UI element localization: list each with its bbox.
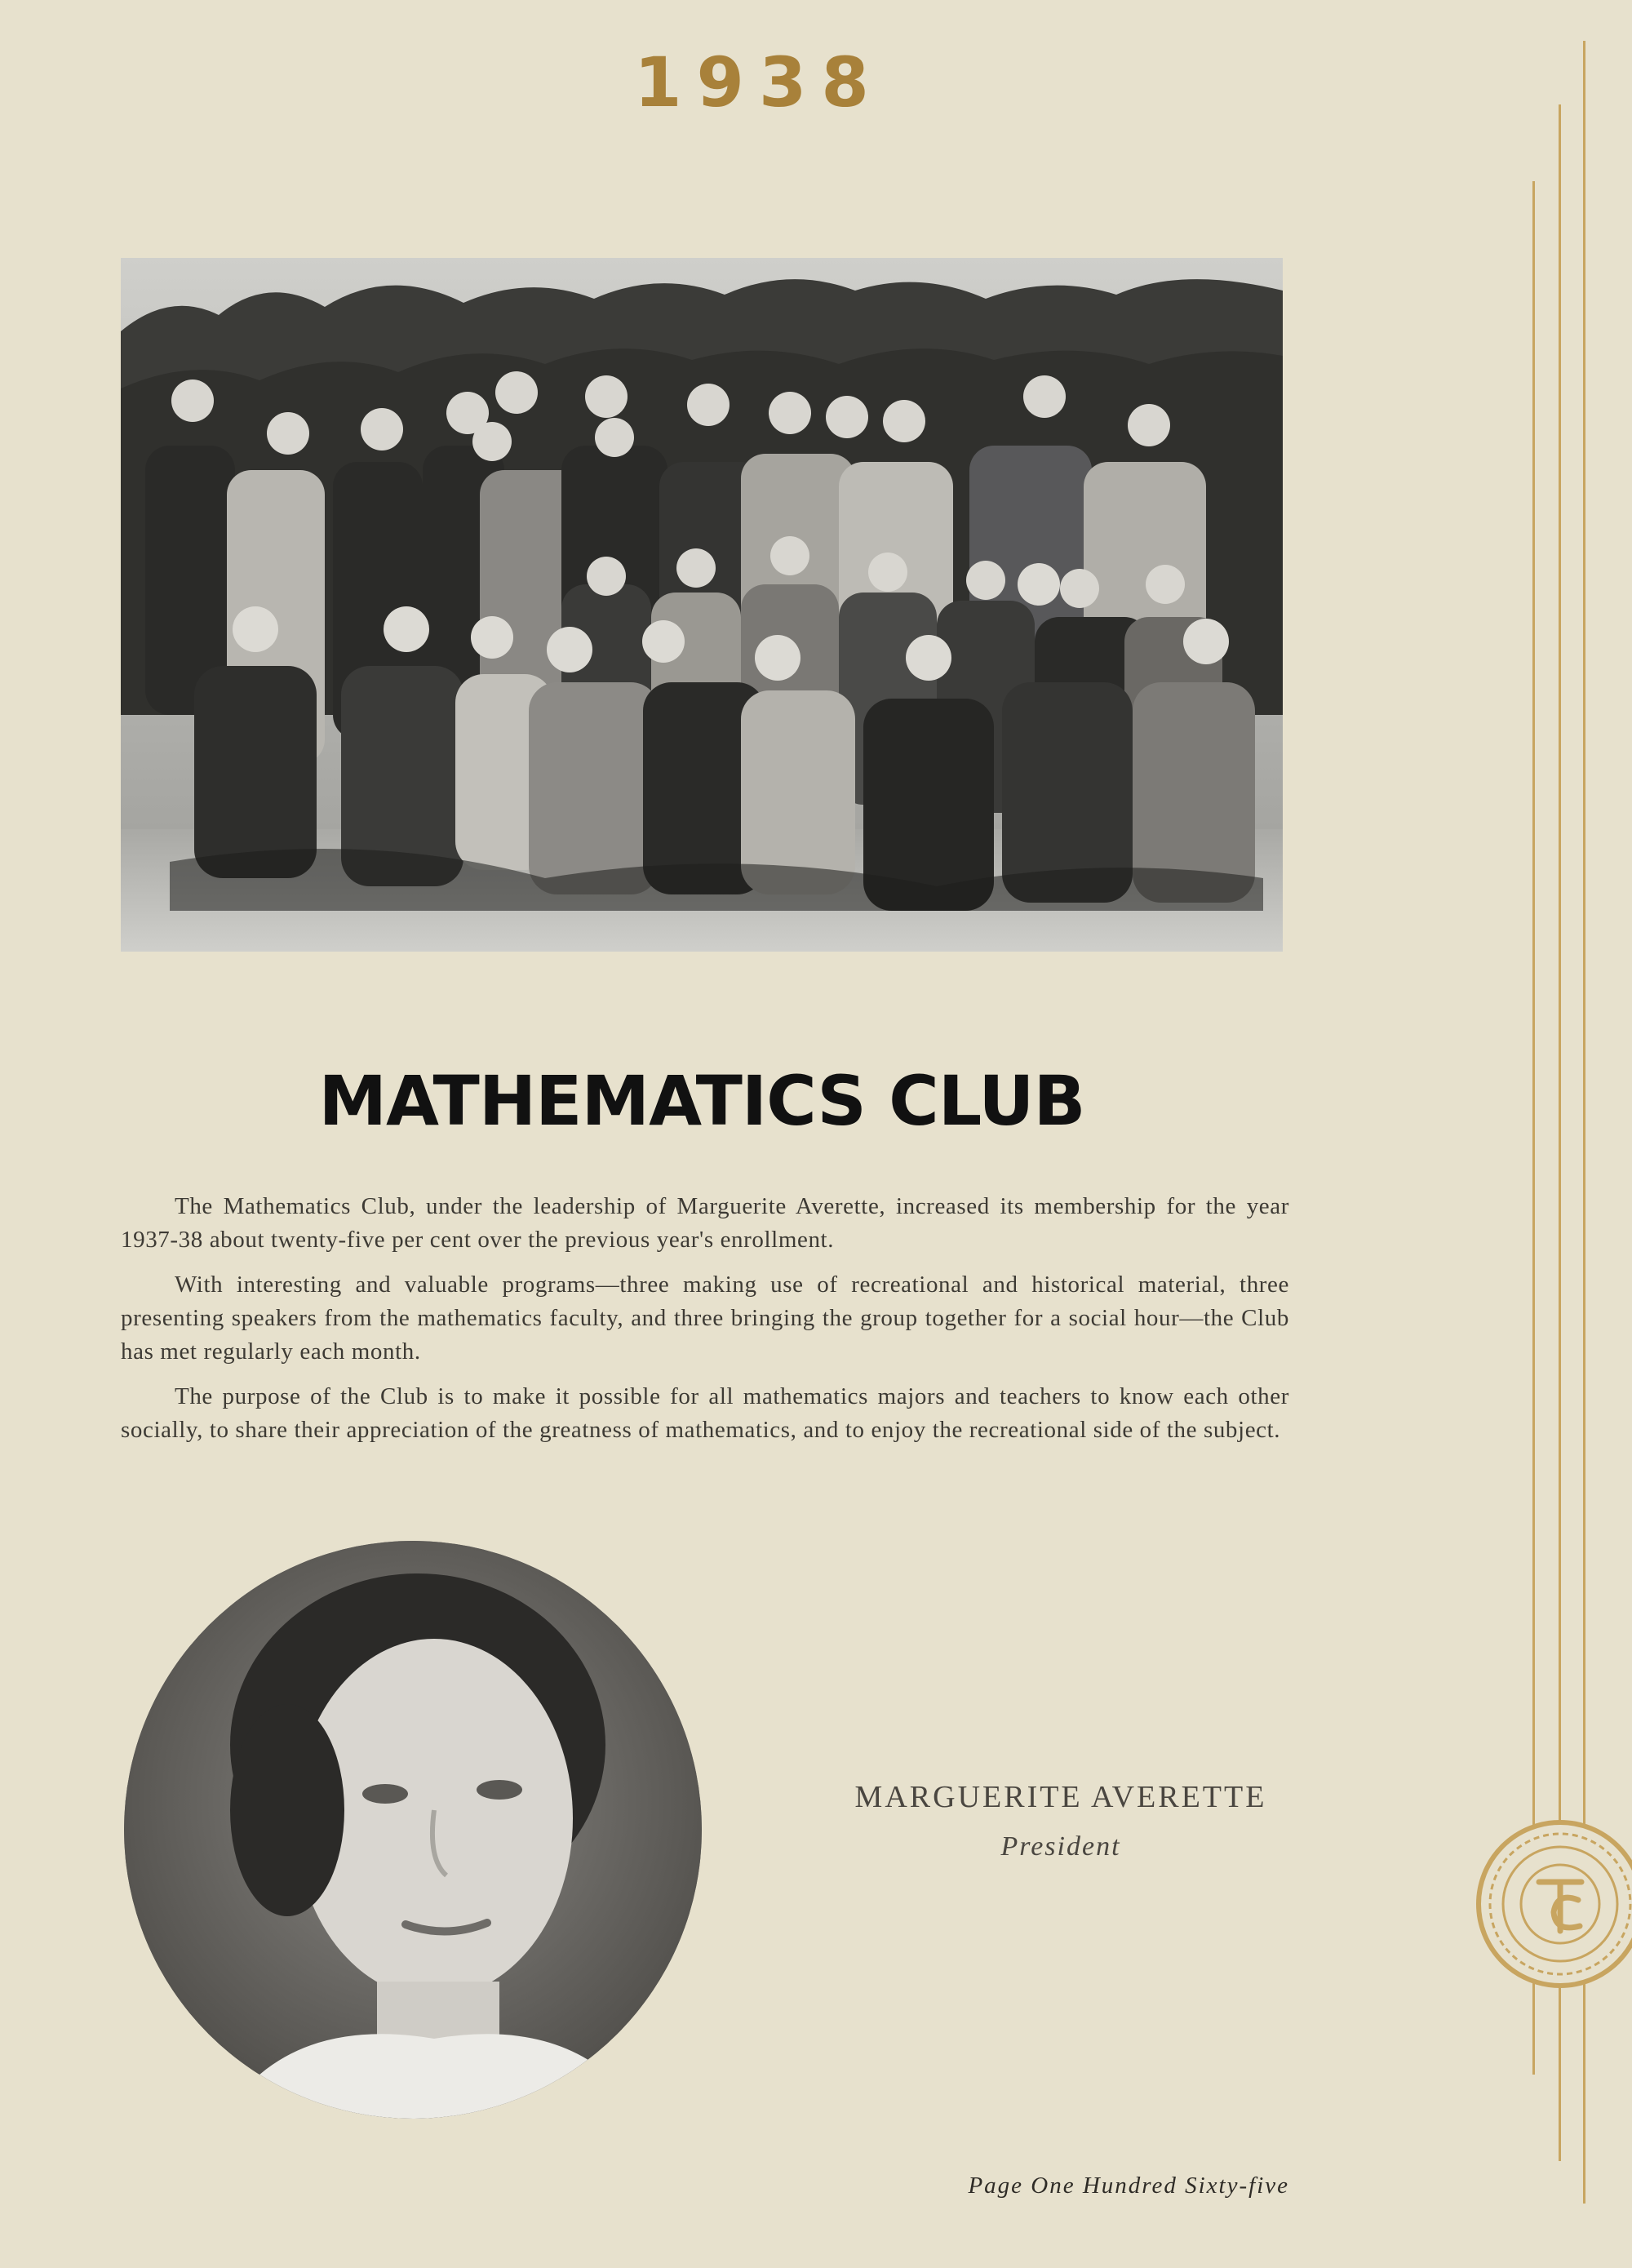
paragraph-3: The purpose of the Club is to make it possible for all mathematics majors and teachers to know each other socially, to share their appreciation of the greatness of mathematics, and to enjoy the recreational side of the subject. — [121, 1383, 1289, 1443]
officer-name: MARGUERITE AVERETTE — [854, 1780, 1267, 1814]
page-year: 1938 — [634, 42, 884, 122]
article-body — [121, 1190, 1289, 1458]
president-portrait — [124, 1541, 702, 2119]
paragraph-2: With interesting and valuable programs—three making use of recreational and historical material, three presenting speakers from the mathematics faculty, and three bringing the group together for a social hour—the Club has met regularly each month. — [121, 1272, 1289, 1365]
page-number: Page One Hundred Sixty-five — [968, 2173, 1289, 2199]
paragraph-1: The Mathematics Club, under the leadership of Marguerite Averette, increased its membership for the year 1937-38 about twenty-five per cent over the previous year's enrollment. — [121, 1193, 1289, 1253]
group-photo — [121, 258, 1283, 952]
page-title: MATHEMATICS CLUB — [318, 1061, 1085, 1141]
officer-role: President — [1000, 1831, 1121, 1862]
college-seal-icon — [1474, 1818, 1632, 1990]
margin-rule-inner — [1532, 181, 1535, 2075]
